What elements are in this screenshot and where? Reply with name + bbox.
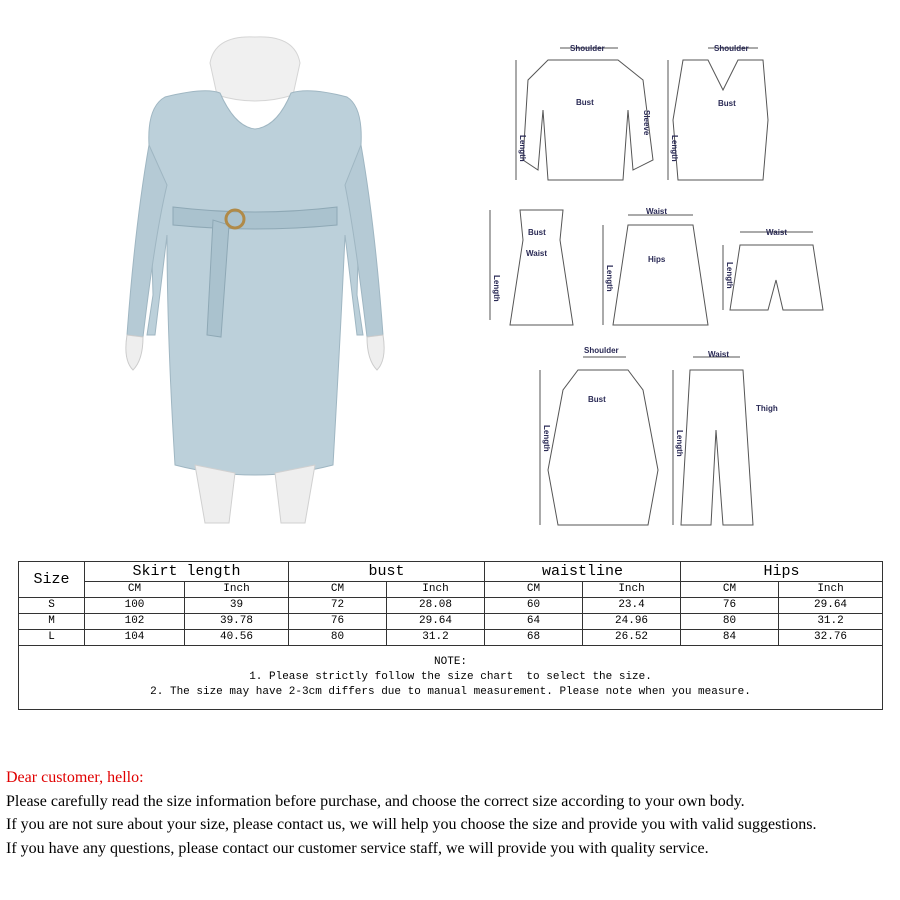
guide-label-length: Length [518, 135, 527, 162]
table-cell: 39.78 [185, 614, 289, 630]
table-cell: 60 [485, 598, 583, 614]
table-cell: 39 [185, 598, 289, 614]
table-cell: 29.64 [387, 614, 485, 630]
table-cell: 28.08 [387, 598, 485, 614]
table-row [19, 614, 883, 630]
group-header-waistline: waistline [485, 562, 681, 582]
table-cell: 76 [289, 614, 387, 630]
table-cell: 102 [85, 614, 185, 630]
size-header: Size [19, 562, 85, 598]
guide-label-length-5: Length [725, 262, 734, 289]
size-note [19, 646, 883, 710]
message-line-3: If you have any questions, please contact our customer service staff, we will provide you with quality service. [6, 839, 709, 857]
unit-header: Inch [583, 582, 681, 598]
table-cell: 72 [289, 598, 387, 614]
table-cell: 80 [289, 630, 387, 646]
table-cell: 29.64 [779, 598, 883, 614]
table-cell: 64 [485, 614, 583, 630]
guide-label-hips: Hips [648, 255, 666, 264]
table-cell: 23.4 [583, 598, 681, 614]
table-cell: 100 [85, 598, 185, 614]
table-cell: 26.52 [583, 630, 681, 646]
group-header-hips: Hips [681, 562, 883, 582]
guide-label-length-6: Length [542, 425, 551, 452]
message-line-1: Please carefully read the size information before purchase, and choose the correct size according to your own body. [6, 792, 745, 810]
note-title: NOTE: [434, 656, 468, 668]
unit-header: CM [681, 582, 779, 598]
guide-label-thigh: Thigh [756, 404, 778, 413]
guide-label-length-2: Length [670, 135, 679, 162]
guide-label-waist: Waist [526, 249, 548, 258]
guide-label-bust-2: Bust [718, 99, 736, 108]
unit-header: Inch [387, 582, 485, 598]
customer-message [6, 766, 896, 860]
product-photo [95, 35, 415, 525]
guide-label-waist-2: Waist [646, 207, 668, 216]
unit-header: Inch [779, 582, 883, 598]
guide-label-bust-4: Bust [588, 395, 606, 404]
table-cell: 32.76 [779, 630, 883, 646]
table-row [19, 598, 883, 614]
table-cell: 24.96 [583, 614, 681, 630]
table-cell: 104 [85, 630, 185, 646]
unit-header: CM [85, 582, 185, 598]
size-cell: S [19, 598, 85, 614]
guide-label-bust: Bust [576, 98, 594, 107]
guide-label-bust-3: Bust [528, 228, 546, 237]
table-cell: 84 [681, 630, 779, 646]
size-chart-table [18, 561, 883, 710]
guide-label-sleeve: Sleeve [642, 110, 651, 136]
table-cell: 76 [681, 598, 779, 614]
message-line-2: If you are not sure about your size, please contact us, we will help you choose the size and provide you with valid suggestions. [6, 816, 817, 833]
guide-label-shoulder-2: Shoulder [714, 44, 749, 53]
note-line-1: 1. Please strictly follow the size chart to select the size. [249, 671, 652, 683]
table-cell: 40.56 [185, 630, 289, 646]
table-cell: 68 [485, 630, 583, 646]
table-cell: 31.2 [387, 630, 485, 646]
guide-label-shoulder: Shoulder [570, 44, 605, 53]
guide-label-length-7: Length [675, 430, 684, 457]
note-line-2: 2. The size may have 2-3cm differs due to manual measurement. Please note when you measure. [150, 686, 751, 698]
guide-label-shoulder-3: Shoulder [584, 346, 619, 355]
greeting-text: Dear customer, hello: [6, 769, 144, 786]
unit-header: CM [485, 582, 583, 598]
guide-label-length-4: Length [605, 265, 614, 292]
guide-label-waist-4: Waist [708, 350, 730, 359]
size-cell: M [19, 614, 85, 630]
table-row [19, 630, 883, 646]
guide-label-waist-3: Waist [766, 228, 788, 237]
guide-label-length-3: Length [492, 275, 501, 302]
size-cell: L [19, 630, 85, 646]
table-cell: 80 [681, 614, 779, 630]
unit-header: CM [289, 582, 387, 598]
group-header-bust: bust [289, 562, 485, 582]
table-cell: 31.2 [779, 614, 883, 630]
measurement-guide [468, 30, 848, 530]
unit-header: Inch [185, 582, 289, 598]
group-header-skirt-length: Skirt length [85, 562, 289, 582]
